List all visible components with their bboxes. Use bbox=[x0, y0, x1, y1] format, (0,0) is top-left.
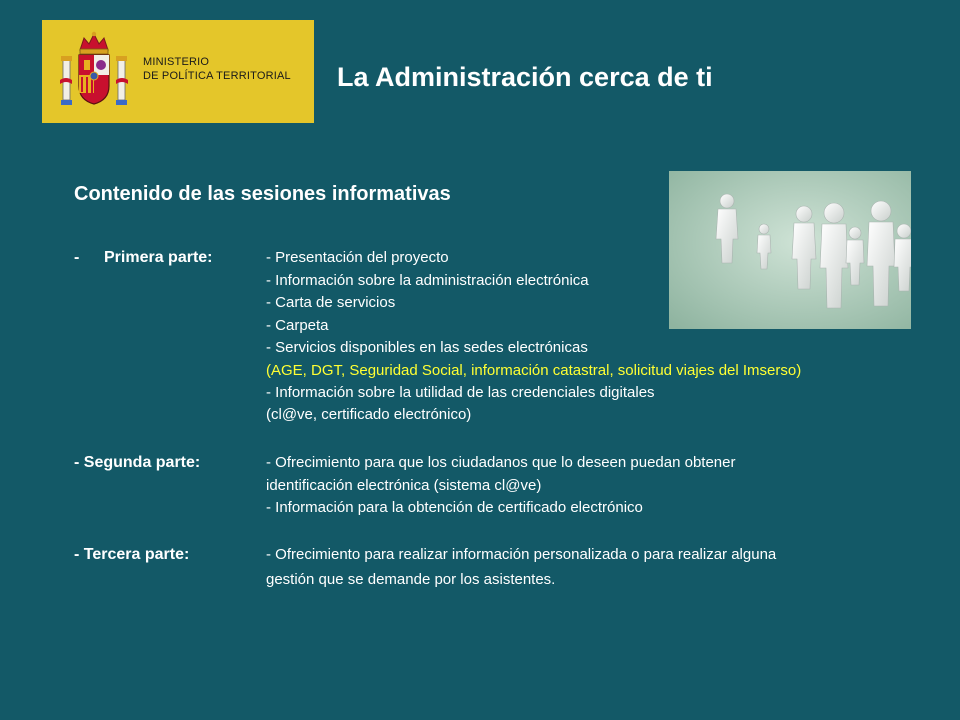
section-1-label: Primera parte: bbox=[104, 249, 213, 266]
section-2-label: - Segunda parte: bbox=[74, 454, 201, 471]
section-1-line-4: - Carpeta bbox=[266, 317, 329, 334]
section-1-line-8: (cl@ve, certificado electrónico) bbox=[266, 406, 472, 423]
section-1-line-7: - Información sobre la utilidad de las credenciales digitales bbox=[266, 384, 655, 401]
section-subtitle: Contenido de las sesiones informativas bbox=[74, 183, 451, 205]
section-2-line-3: - Información para la obtención de certificado electrónico bbox=[266, 499, 643, 516]
section-1-dash: - bbox=[74, 249, 80, 266]
people-figures-image bbox=[669, 171, 911, 329]
slide-title: La Administración cerca de ti bbox=[337, 62, 713, 92]
section-1-line-2: - Información sobre la administración electrónica bbox=[266, 272, 589, 289]
ministry-name bbox=[143, 55, 291, 83]
section-3-line-2: gestión que se demande por los asistentes. bbox=[266, 571, 556, 588]
section-3-label: - Tercera parte: bbox=[74, 546, 190, 563]
section-1-line-1: - Presentación del proyecto bbox=[266, 249, 449, 266]
coat-of-arms-icon bbox=[58, 30, 130, 114]
section-3-line-1: - Ofrecimiento para realizar información personalizada o para realizar alguna bbox=[266, 546, 777, 563]
ministry-logo bbox=[42, 20, 314, 123]
section-2-line-1: - Ofrecimiento para que los ciudadanos que lo deseen puedan obtener bbox=[266, 454, 736, 471]
section-1-line-3: - Carta de servicios bbox=[266, 294, 396, 311]
ministry-name-line2: DE POLÍTICA TERRITORIAL bbox=[143, 70, 291, 82]
section-1-line-6: (AGE, DGT, Seguridad Social, información catastral, solicitud viajes del Imserso) bbox=[266, 362, 802, 379]
ministry-name-line1: MINISTERIO bbox=[143, 56, 210, 68]
section-2-line-2: identificación electrónica (sistema cl@ve) bbox=[266, 477, 542, 494]
section-1-line-5: - Servicios disponibles en las sedes electrónicas bbox=[266, 339, 588, 356]
